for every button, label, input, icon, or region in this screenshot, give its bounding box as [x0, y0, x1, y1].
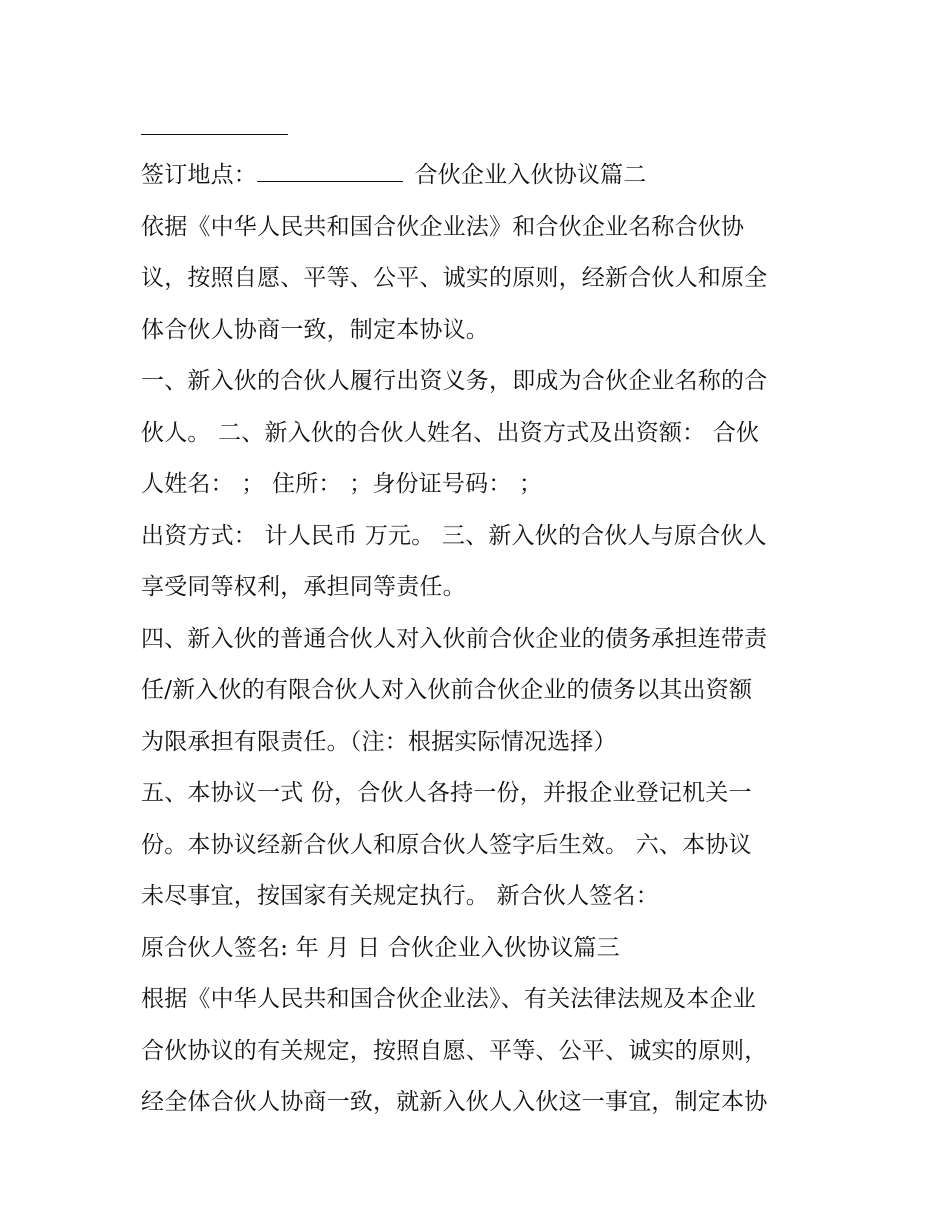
- text-line: 经全体合伙人协商一致，就新入伙人入伙这一事宜，制定本协: [141, 1089, 768, 1115]
- text-line: 享受同等权利，承担同等责任。: [141, 574, 466, 600]
- text-line: 任/新入伙的有限合伙人对入伙前合伙企业的债务以其出资额: [141, 677, 753, 703]
- signature-blank-line: [141, 134, 288, 135]
- text-line: 出资方式： 计人民币 万元。 三、新入伙的合伙人与原合伙人: [141, 522, 767, 549]
- text-line: 合伙协议的有关规定，按照自愿、平等、公平、诚实的原则，: [141, 1037, 768, 1064]
- section-heading-2: 合伙企业入伙协议篇二: [407, 162, 647, 188]
- text-line: 根据《中华人民共和国合伙企业法》、有关法律法规及本企业: [141, 986, 756, 1012]
- text-line: 伙人。 二、新入伙的合伙人姓名、出资方式及出资额： 合伙: [141, 419, 760, 446]
- text-line: 一、新入伙的合伙人履行出资义务，即成为合伙企业名称的合: [141, 368, 768, 394]
- text-line: 依据《中华人民共和国合伙企业法》和合伙企业名称合伙协: [141, 213, 745, 240]
- text-line: 体合伙人协商一致，制定本协议。: [141, 316, 489, 343]
- document-body: [141, 150, 821, 1129]
- text-line: 议，按照自愿、平等、公平、诚实的原则，经新合伙人和原全: [141, 265, 768, 291]
- text-line: 原合伙人签名: 年 月 日 合伙企业入伙协议篇三: [141, 934, 620, 961]
- text-line: 未尽事宜，按国家有关规定执行。 新合伙人签名：: [141, 883, 659, 909]
- signing-location-blank: [257, 161, 403, 182]
- text-line: 五、本协议一式 份，合伙人各持一份，并报企业登记机关一: [141, 780, 752, 806]
- signing-location-line: [141, 150, 821, 202]
- text-line: 为限承担有限责任。（注：根据实际情况选择）: [141, 728, 617, 755]
- text-line: 人姓名： ； 住所： ；身份证号码： ；: [141, 471, 543, 497]
- text-line: 四、新入伙的普通合伙人对入伙前合伙企业的债务承担连带责: [141, 625, 768, 652]
- signing-location-label: 签订地点：: [141, 162, 257, 188]
- text-line: 份。本协议经新合伙人和原合伙人签字后生效。 六、本协议: [141, 831, 752, 858]
